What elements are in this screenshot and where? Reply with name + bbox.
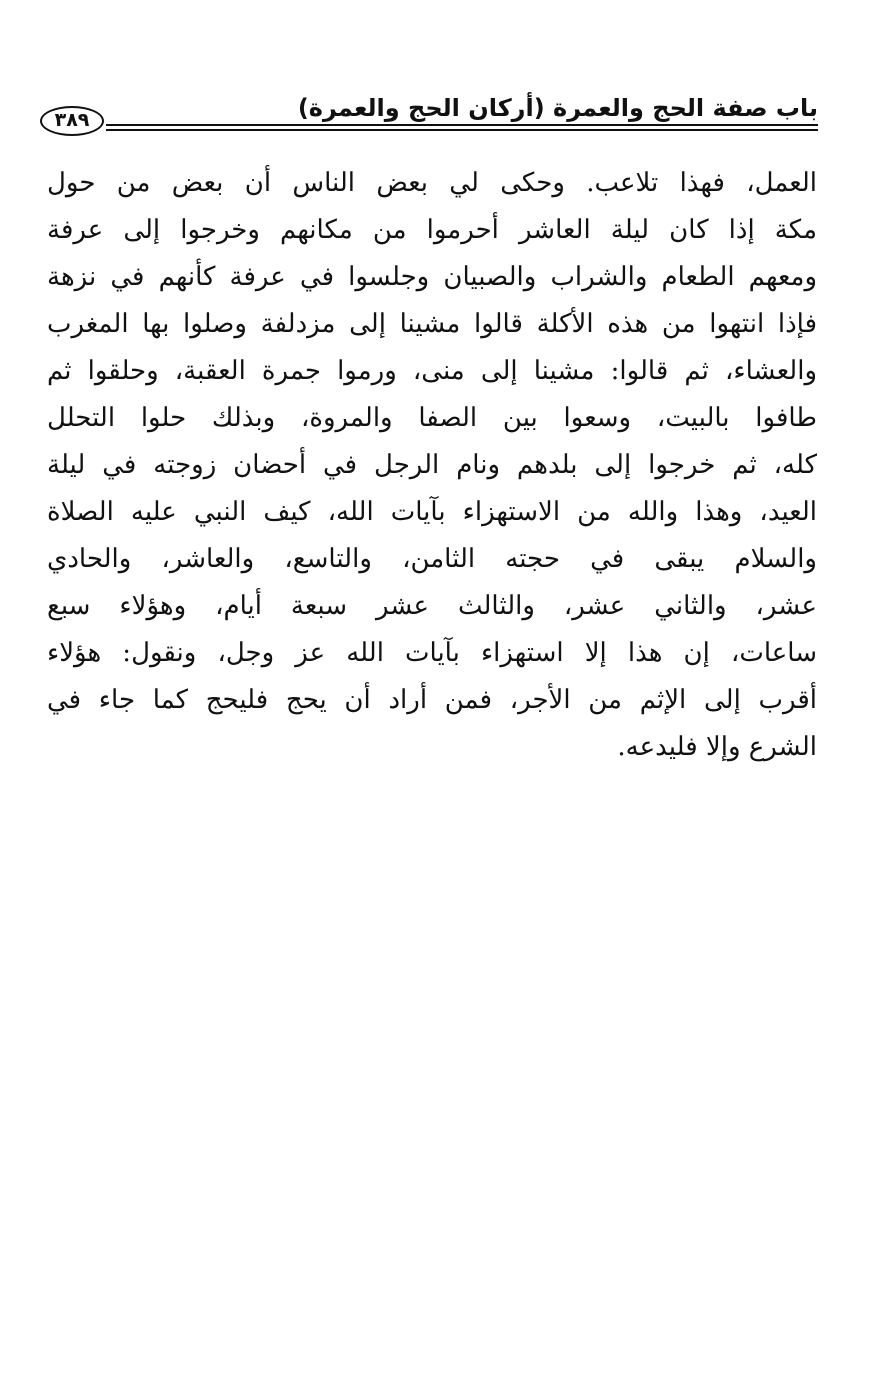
- text-line: الشرع وإلا فليدعه.: [617, 732, 817, 762]
- text-line: مكة إذا كان ليلة العاشر أحرموا من مكانهم وخرجوا إلى عرفة: [47, 215, 817, 245]
- header-rule: [106, 124, 818, 126]
- text-line: والعشاء، ثم قالوا: مشينا إلى منى، ورموا جمرة العقبة، وحلقوا ثم: [47, 356, 817, 386]
- text-line: ساعات، إن هذا إلا استهزاء بآيات الله عز وجل، ونقول: هؤلاء: [47, 638, 817, 668]
- text-line: والسلام يبقى في حجته الثامن، والتاسع، والعاشر، والحادي: [47, 544, 817, 574]
- chapter-title: باب صفة الحج والعمرة (أركان الحج والعمرة): [297, 94, 818, 122]
- text-line: كله، ثم خرجوا إلى بلدهم ونام الرجل في أحضان زوجته في ليلة: [47, 450, 817, 480]
- text-line: العيد، وهذا والله من الاستهزاء بآيات الله، كيف النبي عليه الصلاة: [47, 497, 817, 527]
- text-line: أقرب إلى الإثم من الأجر، فمن أراد أن يحج فليحج كما جاء في: [47, 685, 817, 715]
- header-rule-secondary: [106, 129, 818, 131]
- page-header: [40, 92, 818, 138]
- text-line: العمل، فهذا تلاعب. وحكى لي بعض الناس أن بعض من حول: [47, 168, 817, 198]
- text-line: ومعهم الطعام والشراب والصبيان وجلسوا في عرفة كأنهم في نزهة: [47, 262, 817, 292]
- text-line: فإذا انتهوا من هذه الأكلة قالوا مشينا إلى مزدلفة وصلوا بها المغرب: [47, 309, 817, 339]
- page-number: ٣٨٩: [40, 106, 104, 136]
- body-text: [47, 160, 817, 771]
- text-line: عشر، والثاني عشر، والثالث عشر سبعة أيام، وهؤلاء سبع: [47, 591, 817, 621]
- text-line: طافوا بالبيت، وسعوا بين الصفا والمروة، وبذلك حلوا التحلل: [47, 403, 817, 433]
